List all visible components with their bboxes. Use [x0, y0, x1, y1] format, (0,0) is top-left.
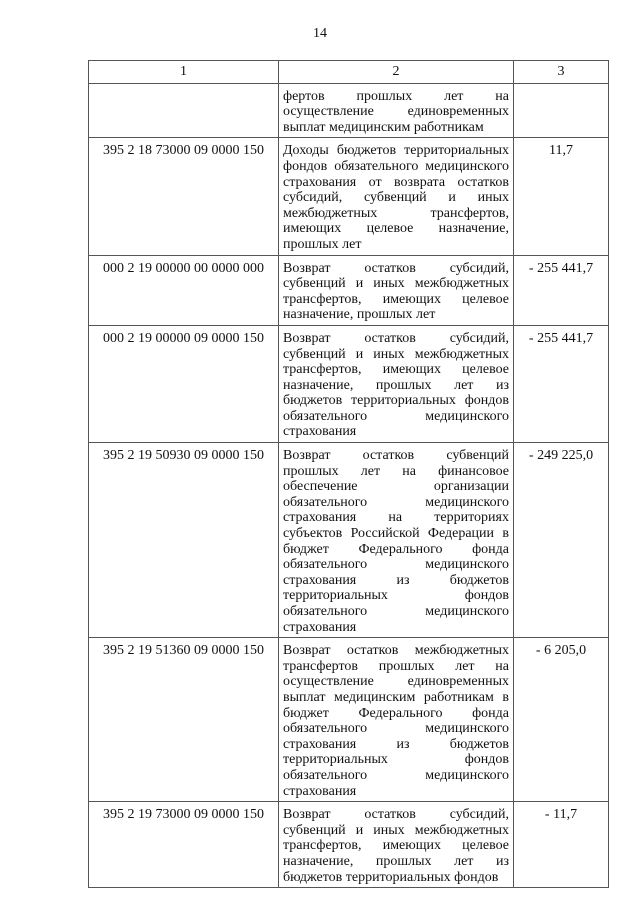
row-description: Возврат остатков межбюджетных трансфертов прошлых лет на осуществление единовременных выплат медицинским работникам в бюджет Федерального фонда обязательного медицинского страхования из бюджетов территориальных фондов обязательного медицинского страхования [279, 638, 514, 802]
table-row [89, 255, 609, 325]
column-header-description: 2 [279, 61, 514, 84]
row-amount [514, 83, 609, 138]
row-code: 395 2 19 73000 09 0000 150 [89, 802, 279, 888]
row-code [89, 83, 279, 138]
table-row [89, 138, 609, 255]
row-description: Возврат остатков субсидий, субвенций и иных межбюджетных трансфертов, имеющих целевое назначение, прошлых лет [279, 255, 514, 325]
row-description: Возврат остатков субсидий, субвенций и иных межбюджетных трансфертов, имеющих целевое назначение, прошлых лет из бюджетов территориальных фондов обязательного медицинского страхования [279, 325, 514, 442]
table-row [89, 802, 609, 888]
budget-table [88, 60, 609, 888]
row-amount: - 255 441,7 [514, 325, 609, 442]
row-description: фертов прошлых лет на осуществление единовременных выплат медицинским работникам [279, 83, 514, 138]
row-amount: 11,7 [514, 138, 609, 255]
row-code: 000 2 19 00000 09 0000 150 [89, 325, 279, 442]
column-header-code: 1 [89, 61, 279, 84]
row-code: 395 2 18 73000 09 0000 150 [89, 138, 279, 255]
row-code: 395 2 19 51360 09 0000 150 [89, 638, 279, 802]
column-header-amount: 3 [514, 61, 609, 84]
row-amount: - 11,7 [514, 802, 609, 888]
table-row [89, 325, 609, 442]
row-description: Возврат остатков субвенций прошлых лет на финансовое обеспечение организации обязательного медицинского страхования на территориях субъектов Российской Федерации в бюджет Федерального фонда обязательного медицинского страхования из бюджетов территориальных фондов обязательного медицинского страхования [279, 443, 514, 638]
table-header-row [89, 61, 609, 84]
row-description: Доходы бюджетов территориальных фондов обязательного медицинского страхования от возврата остатков субсидий, субвенций и иных межбюджетных трансфертов, имеющих целевое назначение, прошлых лет [279, 138, 514, 255]
table-row [89, 638, 609, 802]
table-row [89, 83, 609, 138]
page-number: 14 [313, 26, 327, 41]
row-description: Возврат остатков субсидий, субвенций и иных межбюджетных трансфертов, имеющих целевое назначение, прошлых лет из бюджетов территориальных фондов [279, 802, 514, 888]
row-amount: - 6 205,0 [514, 638, 609, 802]
table-row [89, 443, 609, 638]
row-amount: - 249 225,0 [514, 443, 609, 638]
row-code: 000 2 19 00000 00 0000 000 [89, 255, 279, 325]
row-amount: - 255 441,7 [514, 255, 609, 325]
row-code: 395 2 19 50930 09 0000 150 [89, 443, 279, 638]
